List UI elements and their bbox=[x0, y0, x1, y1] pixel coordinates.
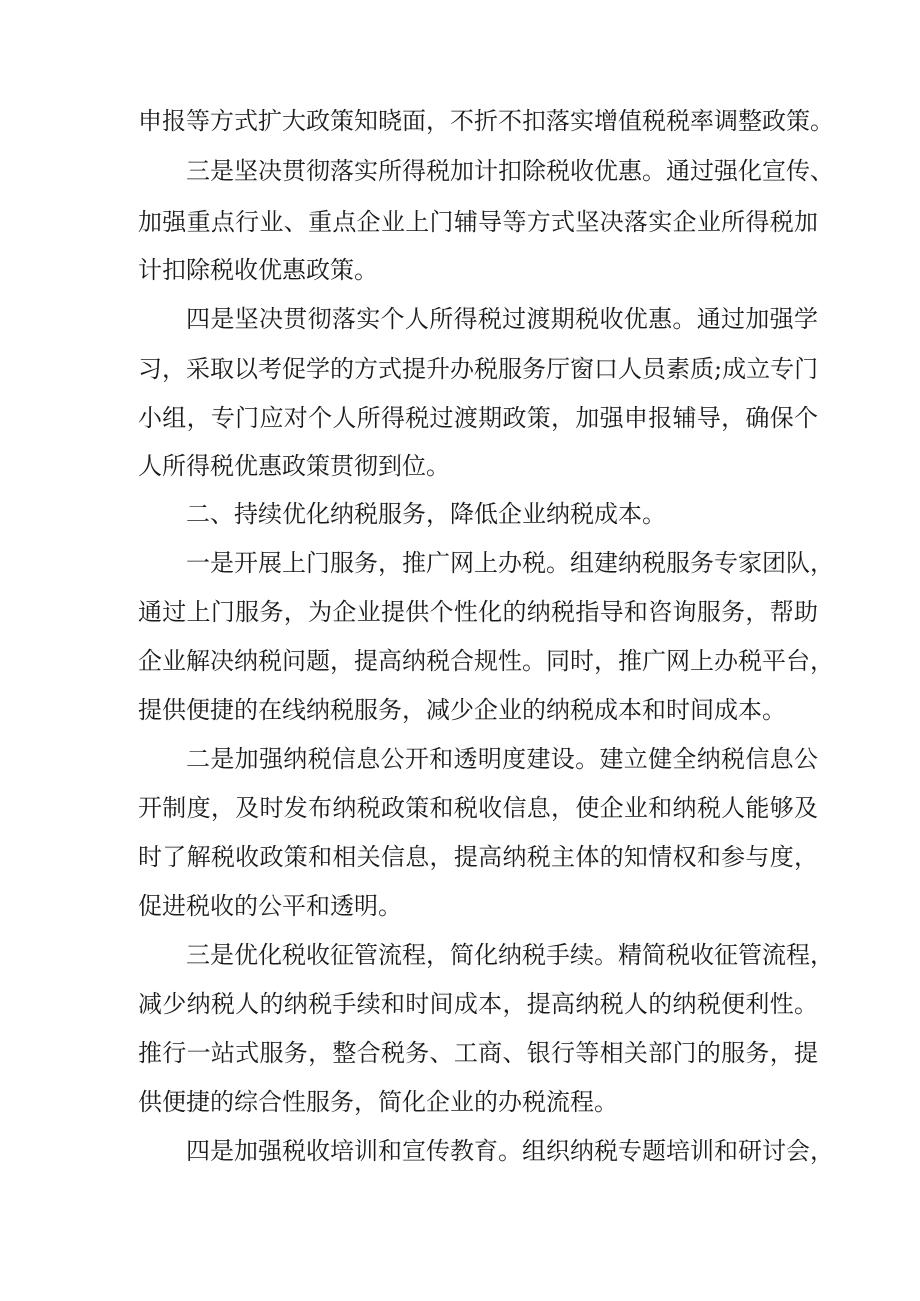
paragraph-first-line: 三是优化税收征管流程，简化纳税手续。精简税收征管流程， bbox=[186, 941, 834, 969]
paragraph-first-line: 一是开展上门服务，推广网上办税。组建纳税服务专家团队， bbox=[186, 549, 834, 577]
section-heading: 二、持续优化纳税服务，降低企业纳税成本。 bbox=[186, 500, 666, 528]
text-line: 小组，专门应对个人所得税过渡期政策，加强申报辅导，确保个 bbox=[138, 404, 818, 432]
paragraph-first-line: 四是加强税收培训和宣传教育。组织纳税专题培训和研讨会， bbox=[186, 1137, 834, 1165]
text-line: 加强重点行业、重点企业上门辅导等方式坚决落实企业所得税加 bbox=[138, 208, 818, 236]
text-line: 企业解决纳税问题，提高纳税合规性。同时，推广网上办税平台， bbox=[138, 647, 834, 675]
paragraph-last-line: 供便捷的综合性服务，简化企业的办税流程。 bbox=[138, 1088, 618, 1116]
text-line: 申报等方式扩大政策知晓面，不折不扣落实增值税税率调整政策。 bbox=[138, 107, 834, 135]
text-line: 推行一站式服务，整合税务、工商、银行等相关部门的服务，提 bbox=[138, 1039, 818, 1067]
text-line: 习，采取以考促学的方式提升办税服务厅窗口人员素质;成立专门 bbox=[138, 355, 819, 383]
text-line: 开制度，及时发布纳税政策和税收信息，使企业和纳税人能够及 bbox=[138, 794, 818, 822]
paragraph-first-line: 三是坚决贯彻落实所得税加计扣除税收优惠。通过强化宣传、 bbox=[186, 157, 834, 185]
paragraph-first-line: 四是坚决贯彻落实个人所得税过渡期税收优惠。通过加强学 bbox=[186, 305, 818, 333]
paragraph-last-line: 计扣除税收优惠政策。 bbox=[138, 256, 378, 284]
text-line: 减少纳税人的纳税手续和时间成本，提高纳税人的纳税便利性。 bbox=[138, 990, 818, 1018]
paragraph-first-line: 二是加强纳税信息公开和透明度建设。建立健全纳税信息公 bbox=[186, 745, 818, 773]
text-line: 时了解税收政策和相关信息，提高纳税主体的知情权和参与度， bbox=[138, 843, 818, 871]
paragraph-last-line: 人所得税优惠政策贯彻到位。 bbox=[138, 452, 450, 480]
text-line: 通过上门服务，为企业提供个性化的纳税指导和咨询服务，帮助 bbox=[138, 598, 818, 626]
paragraph-last-line: 促进税收的公平和透明。 bbox=[138, 892, 402, 920]
paragraph-last-line: 提供便捷的在线纳税服务，减少企业的纳税成本和时间成本。 bbox=[138, 696, 786, 724]
